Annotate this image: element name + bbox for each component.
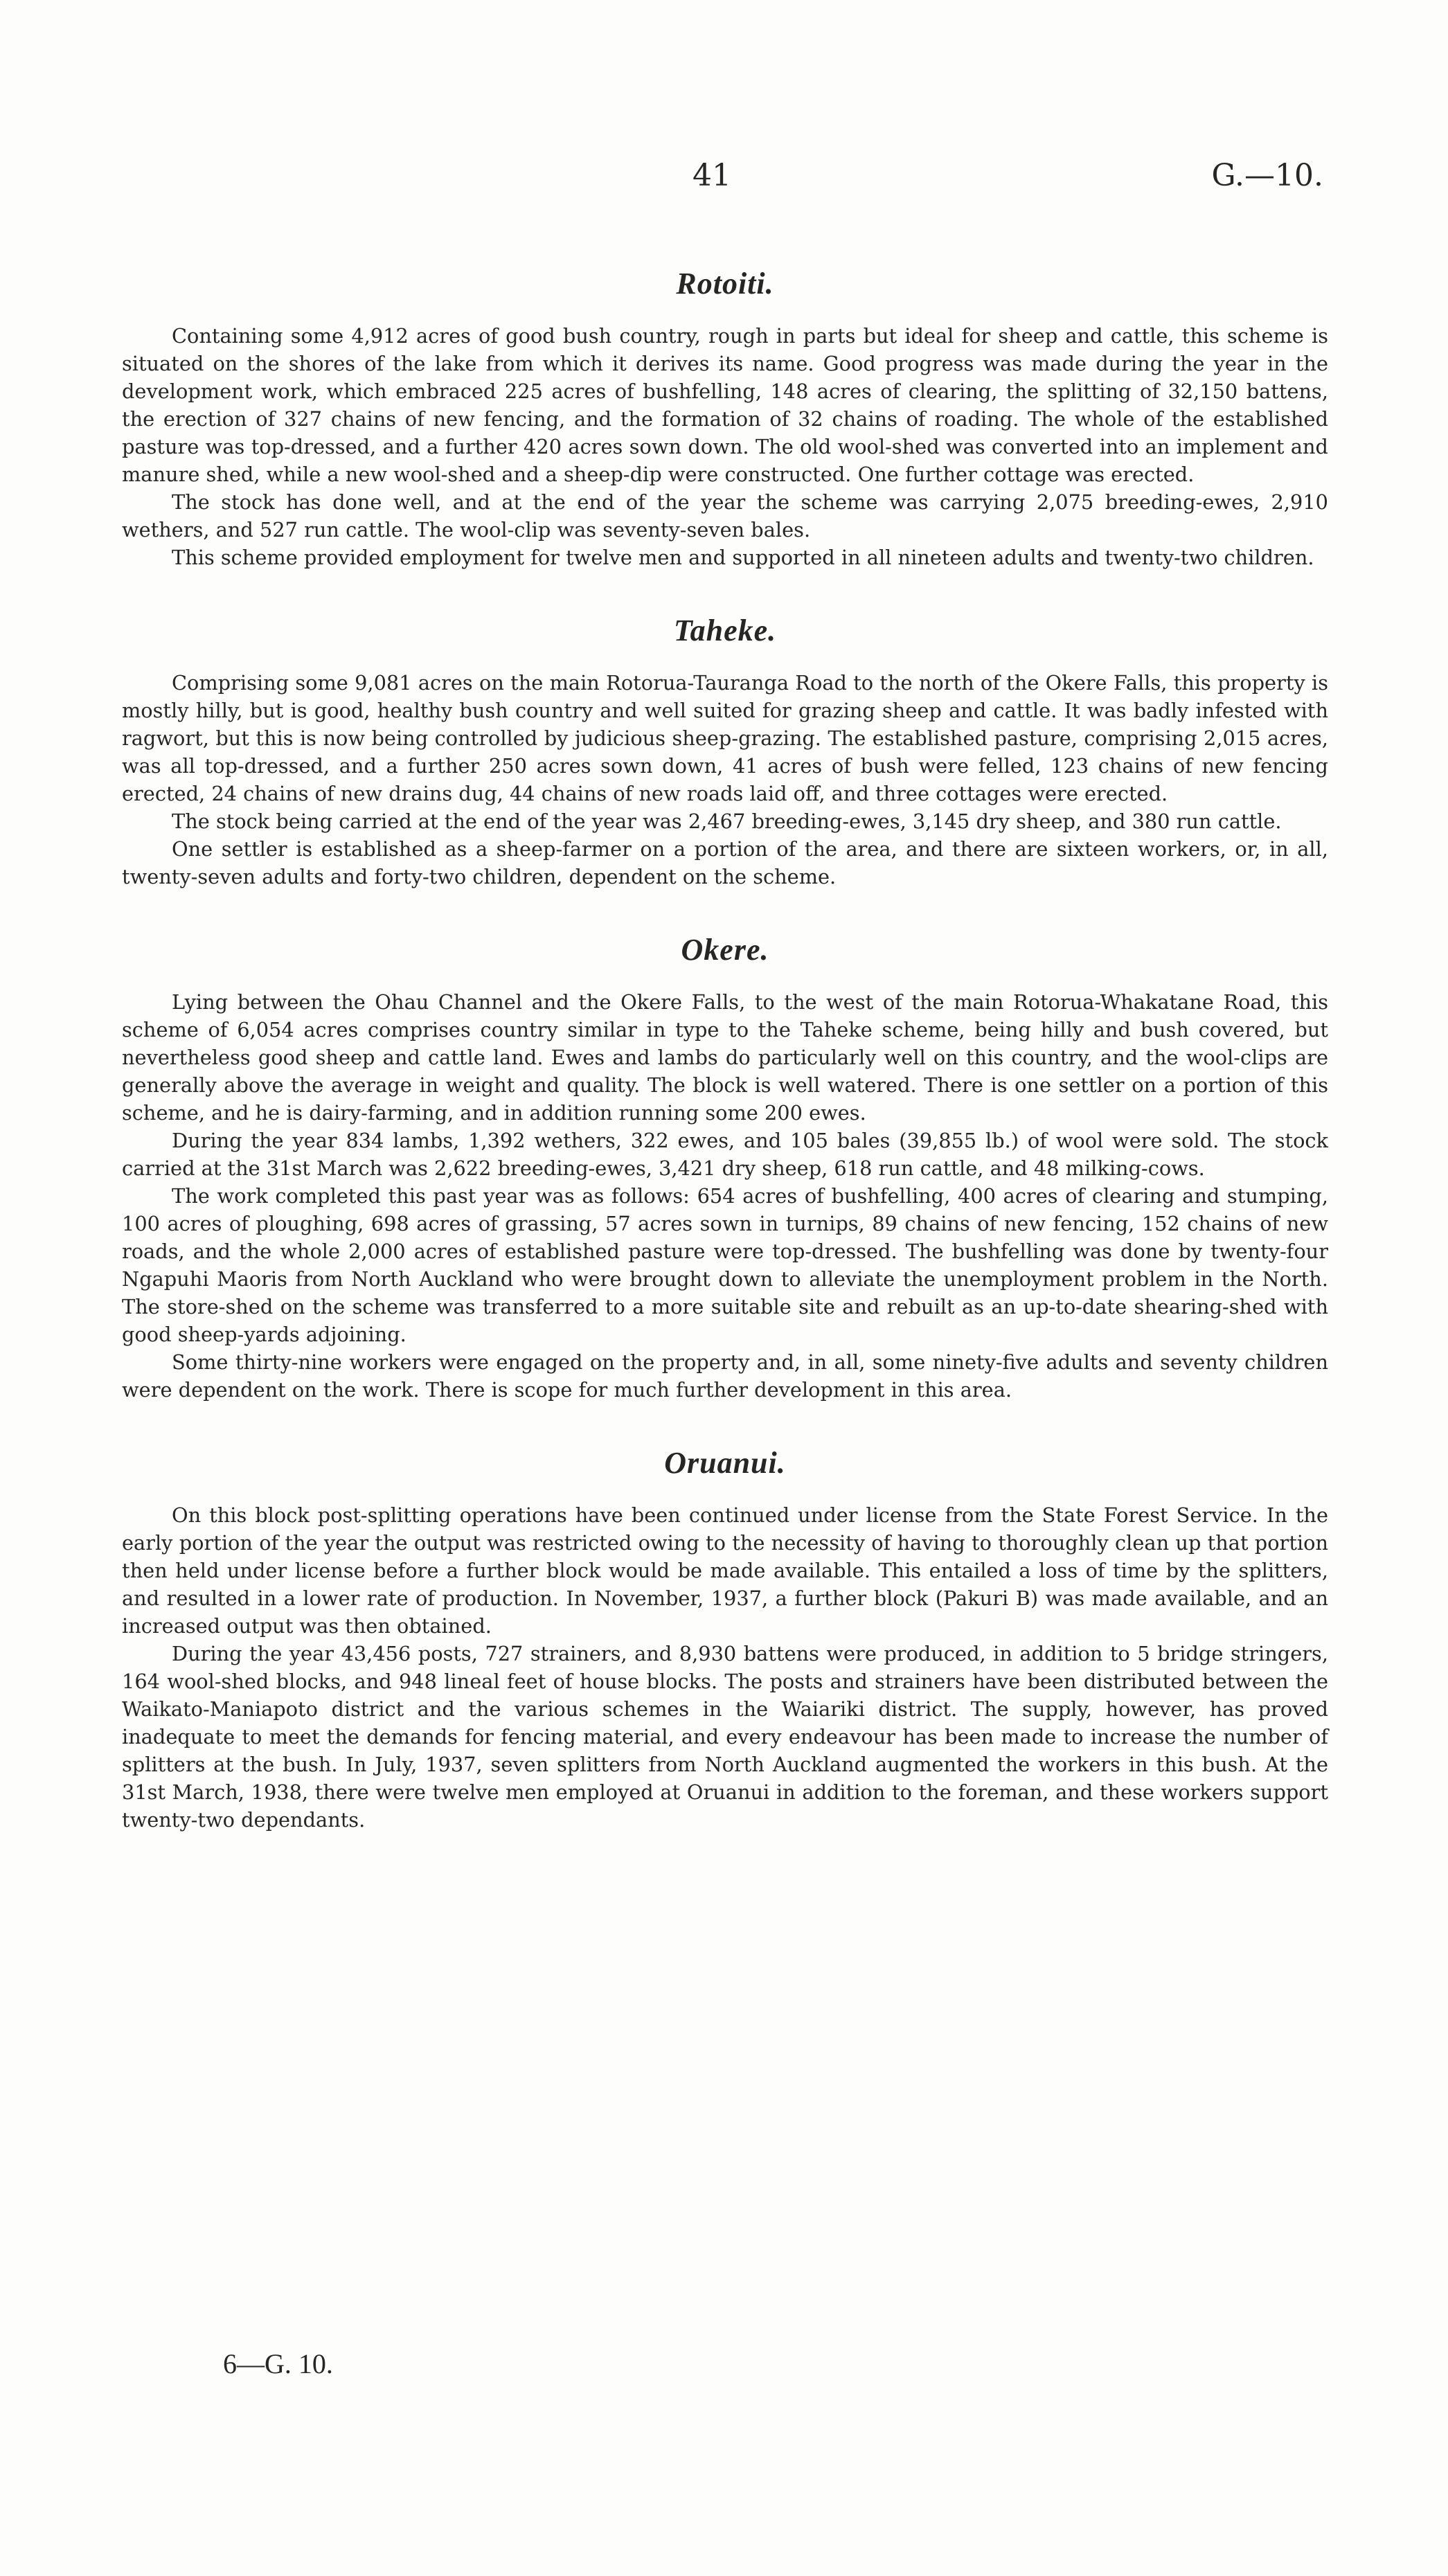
- section-heading: Okere.: [681, 933, 769, 967]
- footer-signature: 6—G. 10.: [223, 2348, 333, 2379]
- paragraph: Lying between the Ohau Channel and the Okere Falls, to the west of the main Rotorua-Whakatane Road, this scheme of 6,054 acres comprises country similar in type to the Taheke scheme, being hilly and bush covered, but nevertheless good sheep and cattle land. Ewes and lambs do particularly well on this country, and the wool-clips are generally above the average in weight and quality. The block is well watered. There is one settler on a portion of this scheme, and he is dairy-farming, and in addition running some 200 ewes.: [122, 990, 1328, 1125]
- paragraph: During the year 43,456 posts, 727 strainers, and 8,930 battens were produced, in addition to 5 bridge stringers, 164 wool-shed blocks, and 948 lineal feet of house blocks. The posts and strainers have been distributed between the Waikato-Maniapoto district and the various schemes in the Waiariki district. The supply, however, has proved inadequate to meet the demands for fencing material, and every endeavour has been made to increase the number of splitters at the bush. In July, 1937, seven splitters from North Auckland augmented the workers in this bush. At the 31st March, 1938, there were twelve men employed at Oruanui in addition to the foreman, and these workers support twenty-two dependants.: [122, 1642, 1328, 1832]
- paragraph: Comprising some 9,081 acres on the main Rotorua-Tauranga Road to the north of the Okere Falls, this property is mostly hilly, but is good, healthy bush country and well suited for grazing sheep and cattle. It was badly infested with ragwort, but this is now being controlled by judicious sheep-grazing. The established pasture, comprising 2,015 acres, was all top-dressed, and a further 250 acres sown down, 41 acres of bush were felled, 123 chains of new fencing erected, 24 chains of new drains dug, 44 chains of new roads laid off, and three cottages were erected.: [122, 671, 1328, 805]
- section-taheke: [122, 613, 1328, 891]
- document-body: [122, 266, 1328, 1875]
- paragraph: One settler is established as a sheep-farmer on a portion of the area, and there are sixteen workers, or, in all, twenty-seven adults and forty-two children, dependent on the scheme.: [122, 837, 1328, 888]
- paragraph: Containing some 4,912 acres of good bush country, rough in parts but ideal for sheep and cattle, this scheme is situated on the shores of the lake from which it derives its name. Good progress was made during the year in the development work, which embraced 225 acres of bushfelling, 148 acres of clearing, the splitting of 32,150 battens, the erection of 327 chains of new fencing, and the formation of 32 chains of roading. The whole of the established pasture was top-dressed, and a further 420 acres sown down. The old wool-shed was converted into an implement and manure shed, while a new wool-shed and a sheep-dip were constructed. One further cottage was erected.: [122, 324, 1328, 486]
- paragraph: The stock being carried at the end of the year was 2,467 breeding-ewes, 3,145 dry sheep, and 380 run cattle.: [172, 810, 1282, 833]
- section-oruanui: [122, 1445, 1328, 1834]
- paragraph: This scheme provided employment for twelve men and supported in all nineteen adults and twenty-two children.: [172, 546, 1314, 569]
- section-heading: Rotoiti.: [676, 267, 774, 301]
- paragraph: Some thirty-nine workers were engaged on the property and, in all, some ninety-five adults and seventy children were dependent on the work. There is scope for much further development in this area.: [122, 1350, 1328, 1402]
- section-heading: Oruanui.: [664, 1446, 786, 1480]
- paragraph: The stock has done well, and at the end of the year the scheme was carrying 2,075 breeding-ewes, 2,910 wethers, and 527 run cattle. The wool-clip was seventy-seven bales.: [122, 490, 1328, 542]
- section-okere: [122, 932, 1328, 1404]
- paragraph: During the year 834 lambs, 1,392 wethers, 322 ewes, and 105 bales (39,855 lb.) of wool were sold. The stock carried at the 31st March was 2,622 breeding-ewes, 3,421 dry sheep, 618 run cattle, and 48 milking-cows.: [122, 1129, 1328, 1180]
- page-number: 41: [692, 158, 731, 193]
- document-reference: G.—10.: [1211, 158, 1323, 193]
- section-heading: Taheke.: [673, 614, 777, 647]
- section-rotoiti: [122, 266, 1328, 571]
- paragraph: On this block post-splitting operations have been continued under license from the State Forest Service. In the early portion of the year the output was restricted owing to the necessity of having to thoroughly clean up that portion then held under license before a further block would be made available. This entailed a loss of time by the splitters, and resulted in a lower rate of production. In November, 1937, a further block (Pakuri B) was made available, and an increased output was then obtained.: [122, 1503, 1328, 1638]
- paragraph: The work completed this past year was as follows: 654 acres of bushfelling, 400 acres of clearing and stumping, 100 acres of ploughing, 698 acres of grassing, 57 acres sown in turnips, 89 chains of new fencing, 152 chains of new roads, and the whole 2,000 acres of established pasture were top-dressed. The bushfelling was done by twenty-four Ngapuhi Maoris from North Auckland who were brought down to alleviate the unemployment problem in the North. The store-shed on the scheme was transferred to a more suitable site and rebuilt as an up-to-date shearing-shed with good sheep-yards adjoining.: [122, 1184, 1328, 1346]
